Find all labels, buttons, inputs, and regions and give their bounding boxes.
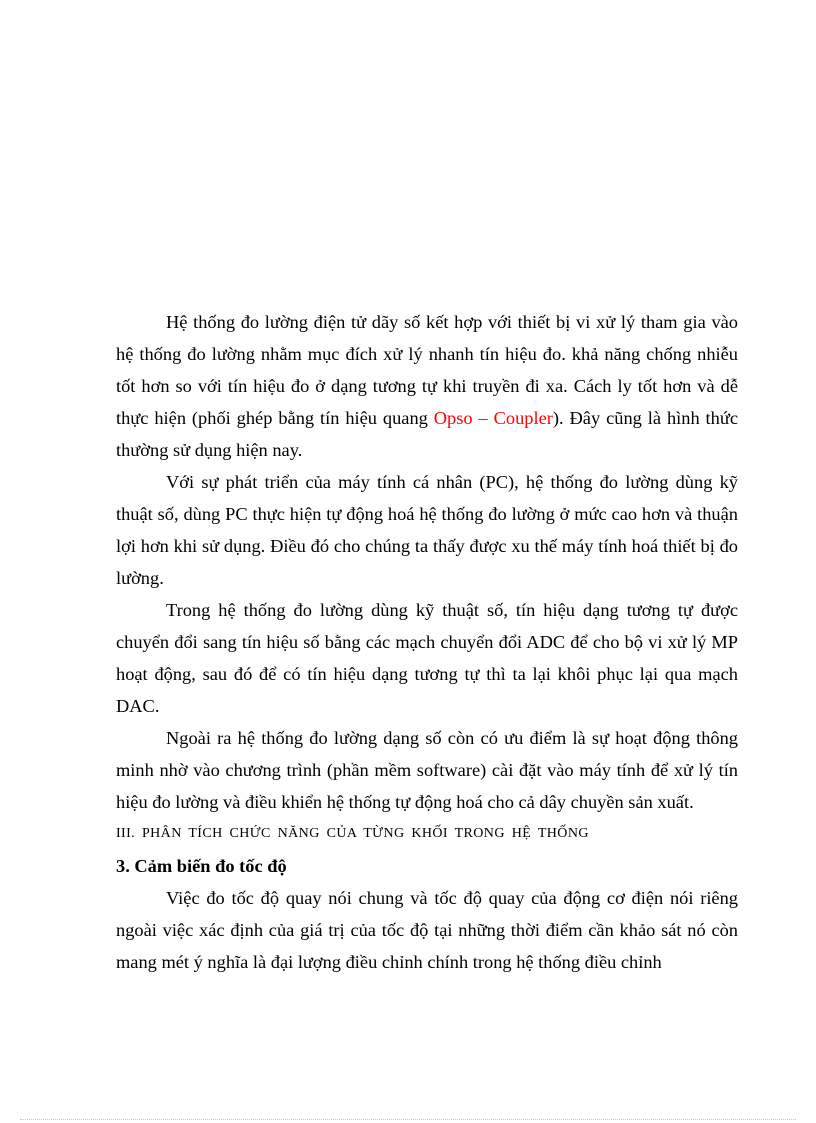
section-heading: III. PHÂN TÍCH CHỨC NĂNG CỦA TỪNG KHỐI TRONG HỆ THỐNG (116, 826, 589, 841)
highlighted-term: Opso – Coupler (433, 408, 553, 428)
paragraph-pc-development: Với sự phát triển của máy tính cá nhân (PC), hệ thống đo lường dùng kỹ thuật số, dùng PC thực hiện tự động hoá hệ thống đo lường ở mức cao hơn và thuận lợi hơn khi sử dụng. Điều đó cho chúng ta thấy được xu thế máy tính hoá thiết bị đo lường. (116, 472, 738, 588)
page-bottom-divider (20, 1119, 796, 1120)
paragraph-advantages: Ngoài ra hệ thống đo lường dạng số còn có ưu điểm là sự hoạt động thông minh nhờ vào chương trình (phần mềm software) cài đặt vào máy tính để xử lý tín hiệu đo lường và điều khiển hệ thống tự động hoá cho cả dây chuyền sản xuất. (116, 728, 738, 812)
sub-heading: 3. Cảm biến đo tốc độ (116, 856, 287, 876)
paragraph-speed-sensor: Việc đo tốc độ quay nói chung và tốc độ quay của động cơ điện nói riêng ngoài việc xác định của giá trị của tốc độ tại những thời điểm cần khảo sát nó còn mang mét ý nghĩa là đại lượng điều chỉnh chính trong hệ thống điều chỉnh (116, 888, 738, 972)
paragraph-text: ). Đây cũng là hình thức thường sử dụng hiện nay. (116, 408, 738, 460)
paragraph-adc-dac: Trong hệ thống đo lường dùng kỹ thuật số, tín hiệu dạng tương tự được chuyển đổi sang tín hiệu số bằng các mạch chuyển đổi ADC để cho bộ vi xử lý MP hoạt động, sau đó để có tín hiệu dạng tương tự thì ta lại khôi phục lại qua mạch DAC. (116, 600, 738, 716)
paragraph-digital-measurement (116, 306, 738, 466)
document-body (116, 306, 738, 978)
paragraph-text: Hệ thống đo lường điện tử dãy số kết hợp với thiết bị vi xử lý tham gia vào hệ thống đo lường nhằm mục đích xử lý nhanh tín hiệu đo. khả năng chống nhiễu tốt hơn so với tín hiệu đo ở dạng tương tự khi truyền đi xa. Cách ly tốt hơn và dễ thực hiện (phối ghép bằng tín hiệu quang (116, 312, 738, 428)
